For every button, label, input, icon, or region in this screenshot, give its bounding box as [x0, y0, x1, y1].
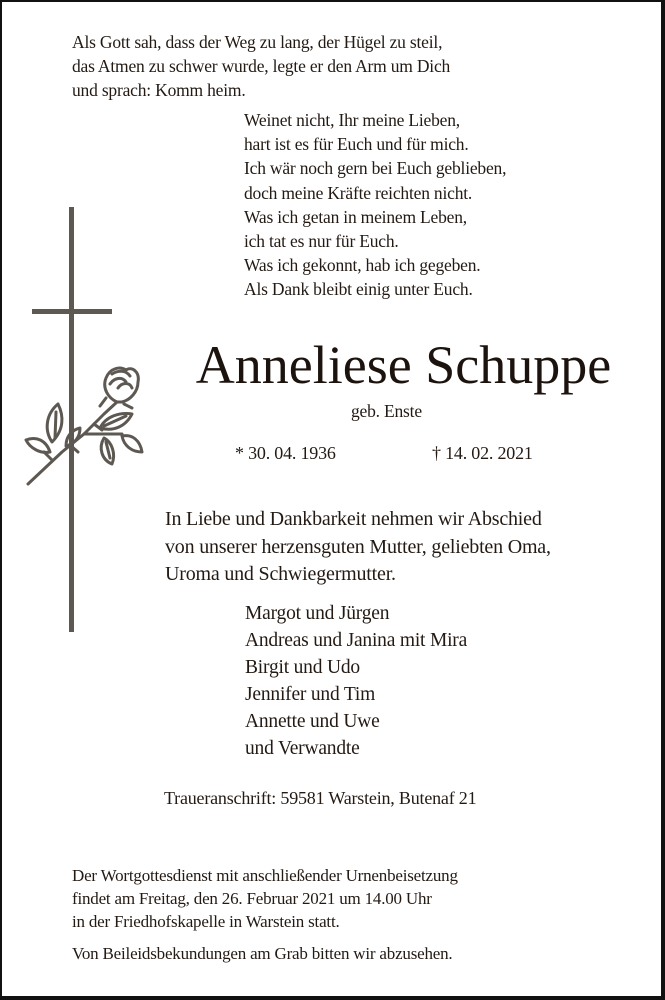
- service-line: findet am Freitag, den 26. Februar 2021 um 14.00 Uhr: [72, 889, 432, 908]
- farewell-line: In Liebe und Dankbarkeit nehmen wir Abschied: [165, 508, 542, 530]
- service-info: [72, 864, 458, 933]
- mourner: Jennifer und Tim: [245, 684, 376, 705]
- poem-line: ich tat es nur für Euch.: [244, 231, 399, 252]
- poem-line: Weinet nicht, Ihr meine Lieben,: [244, 110, 460, 130]
- intro-line: das Atmen zu schwer wurde, legte er den Arm um Dich: [72, 56, 451, 76]
- intro-line: Als Gott sah, dass der Weg zu lang, der Hügel zu steil,: [72, 32, 443, 52]
- mourner: Andreas und Janina mit Mira: [245, 630, 468, 651]
- mourner: Annette und Uwe: [245, 711, 380, 732]
- cross-with-rose-icon: [22, 202, 152, 642]
- poem-line: Was ich getan in meinem Leben,: [244, 206, 467, 227]
- intro-line: und sprach: Komm heim.: [72, 80, 246, 100]
- death-date: † 14. 02. 2021: [432, 443, 533, 463]
- poem-line: Was ich gekonnt, hab ich gegeben.: [244, 255, 481, 276]
- intro-verse: [72, 30, 450, 102]
- maiden-name: geb. Enste: [351, 401, 422, 421]
- mourning-address: Traueranschrift: 59581 Warstein, Butenaf 21: [164, 788, 477, 808]
- service-line: in der Friedhofskapelle in Warstein statt.: [72, 912, 340, 931]
- mourner: Birgit und Udo: [245, 657, 360, 678]
- poem-line: Als Dank bleibt einig unter Euch.: [244, 279, 473, 300]
- farewell-line: von unserer herzensguten Mutter, geliebten Oma,: [165, 535, 551, 558]
- mourner: Margot und Jürgen: [245, 603, 390, 624]
- deceased-name: Anneliese Schuppe: [195, 335, 612, 395]
- poem-line: Ich wär noch gern bei Euch geblieben,: [244, 158, 507, 179]
- condolence-note: Von Beileidsbekundungen am Grab bitten wir abzusehen.: [72, 944, 453, 963]
- mourner: und Verwandte: [245, 738, 360, 759]
- poem-line: hart ist es für Euch und für mich.: [244, 134, 469, 155]
- deceased-name-block: [166, 333, 641, 397]
- birth-date: * 30. 04. 1936: [235, 443, 336, 463]
- service-line: Der Wortgottesdienst mit anschließender Urnenbeisetzung: [72, 866, 458, 885]
- farewell-line: Uroma und Schwiegermutter.: [165, 563, 396, 585]
- poem: [244, 108, 506, 302]
- mourners-list: [245, 600, 467, 762]
- farewell-text: [165, 506, 551, 589]
- poem-line: doch meine Kräfte reichten nicht.: [244, 182, 473, 203]
